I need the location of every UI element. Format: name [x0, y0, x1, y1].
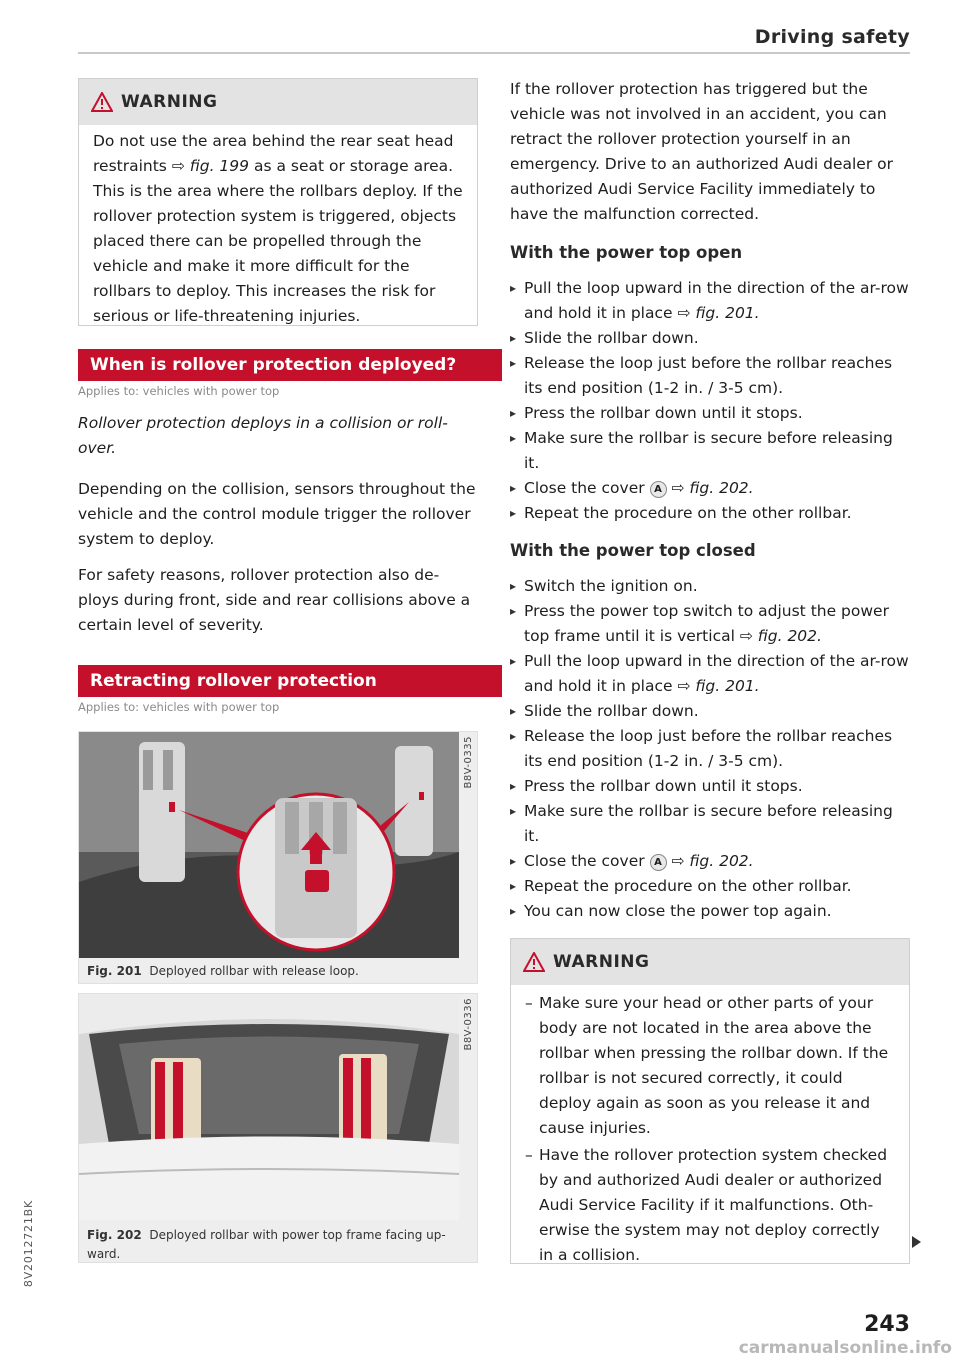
list-item: ▸ Release the loop just before the rollbar reaches its end position (1-2 in. / 3-5 cm). [510, 724, 910, 774]
applies-note: Applies to: vehicles with power top [78, 700, 280, 714]
figure-link[interactable]: ⇨ fig. 202. [666, 852, 754, 870]
figure-link[interactable]: ⇨ fig. 201. [677, 304, 760, 322]
warning-triangle-icon [523, 952, 545, 972]
warning-label: WARNING [553, 952, 650, 972]
list-item [510, 599, 910, 649]
document-code: 8V2012721BK [22, 1200, 35, 1288]
paragraph: Depending on the collision, sensors throughout the vehicle and the control module trigger the rollover system to deploy. [78, 480, 476, 548]
continue-arrow-icon [912, 1236, 921, 1248]
step-text: Close the cover [524, 852, 650, 870]
figure-link[interactable]: ⇨ fig. 202. [666, 479, 754, 497]
list-item: ▸ You can now close the power top again. [510, 899, 910, 924]
list-item: ▸ Slide the rollbar down. [510, 699, 910, 724]
warning-header [511, 939, 909, 985]
list-item [510, 849, 910, 874]
figure-link[interactable]: ⇨ fig. 199 [171, 157, 250, 175]
heading-rollover-deployed: When is rollover protection deployed? [78, 349, 502, 381]
applies-note: Applies to: vehicles with power top [78, 384, 280, 398]
list-item: ▸ Press the rollbar down until it stops. [510, 774, 910, 799]
callout-a-icon: A [650, 481, 667, 498]
step-text: Pull the loop upward in the direction of the ar-row and hold it in place [524, 652, 909, 695]
figure-label: Fig. 202 [87, 1228, 142, 1242]
figure-caption-text: Deployed rollbar with release loop. [149, 964, 359, 978]
paragraph: For safety reasons, rollover protection also de-ploys during front, side and rear collisions above a certain level of severity. [78, 566, 471, 634]
warning-label: WARNING [121, 92, 218, 112]
list-item [510, 649, 910, 699]
list-item: – Have the rollover protection system checked by and authorized Audi dealer or authorized Audi Service Facility if it malfunctions. Oth-erwise the system may not deploy correctly in a collision. [525, 1143, 895, 1268]
section-title: Driving safety [754, 26, 910, 48]
warning-box [78, 78, 478, 326]
figure-code: B8V-0335 [463, 736, 474, 789]
figure-code: B8V-0336 [463, 998, 474, 1051]
list-item: ▸ Press the rollbar down until it stops. [510, 401, 910, 426]
intro-text: Rollover protection deploys in a collision or roll-over. [78, 414, 448, 457]
list-item: ▸ Repeat the procedure on the other rollbar. [510, 501, 910, 526]
list-item [510, 276, 910, 326]
list-item: ▸ Release the loop just before the rollbar reaches its end position (1-2 in. / 3-5 cm). [510, 351, 910, 401]
intro-paragraph: If the rollover protection has triggered but the vehicle was not involved in an accident, you can retract the rollover protection yourself in an emergency. Drive to an authorized Audi dealer or authorized Audi Service Facility immediately to have the malfunction corrected. [510, 80, 893, 223]
page-number: 243 [864, 1312, 910, 1337]
heading-power-top-open: With the power top open [510, 243, 743, 262]
figure-201 [78, 731, 478, 984]
step-text: Close the cover [524, 479, 650, 497]
callout-a-icon: A [650, 854, 667, 871]
watermark: carmanualsonline.info [738, 1338, 952, 1358]
step-text: Pull the loop upward in the direction of the ar-row and hold it in place [524, 279, 909, 322]
figure-link[interactable]: ⇨ fig. 202. [739, 627, 822, 645]
car-rear-illustration [79, 994, 459, 1220]
rollbar-power-top-image [79, 994, 459, 1220]
steps-open [510, 276, 910, 526]
list-item [510, 476, 910, 501]
warning-header [79, 79, 477, 125]
list-item: ▸ Repeat the procedure on the other rollbar. [510, 874, 910, 899]
figure-caption [87, 964, 359, 978]
figure-caption [87, 1226, 457, 1264]
figure-caption-text: Deployed rollbar with power top frame facing up-ward. [87, 1228, 446, 1261]
steps-closed [510, 574, 910, 924]
step-text: Press the power top switch to adjust the power top frame until it is vertical [524, 602, 889, 645]
heading-retracting: Retracting rollover protection [78, 665, 502, 697]
warning-box [510, 938, 910, 1264]
warning-text [79, 125, 477, 335]
heading-power-top-closed: With the power top closed [510, 541, 756, 560]
list-item: ▸ Make sure the rollbar is secure before releasing it. [510, 799, 910, 849]
figure-link[interactable]: ⇨ fig. 201. [677, 677, 760, 695]
warning-list [511, 985, 909, 1268]
list-item: ▸ Switch the ignition on. [510, 574, 910, 599]
warning-text-part: as a seat or storage area. This is the area where the rollbars deploy. If the rollover protection system is triggered, objects placed there can be propelled through the vehicle and make it more difficult for the rollbars to deploy. This increases the risk for serious or life-threatening injuries. [93, 157, 463, 325]
header-rule [78, 52, 910, 54]
warning-text-part: Do not use the area behind the rear seat head restraints [93, 132, 454, 175]
list-item: – Make sure your head or other parts of your body are not located in the area above the rollbar when pressing the rollbar down. If the rollbar is not secured correctly, it could deploy again as soon as you release it and cause injuries. [525, 991, 895, 1141]
list-item: ▸ Make sure the rollbar is secure before releasing it. [510, 426, 910, 476]
warning-triangle-icon [91, 92, 113, 112]
car-interior-illustration [79, 732, 459, 958]
rollbar-release-loop-image [79, 732, 459, 958]
figure-202 [78, 993, 478, 1263]
figure-label: Fig. 201 [87, 964, 142, 978]
list-item: ▸ Slide the rollbar down. [510, 326, 910, 351]
